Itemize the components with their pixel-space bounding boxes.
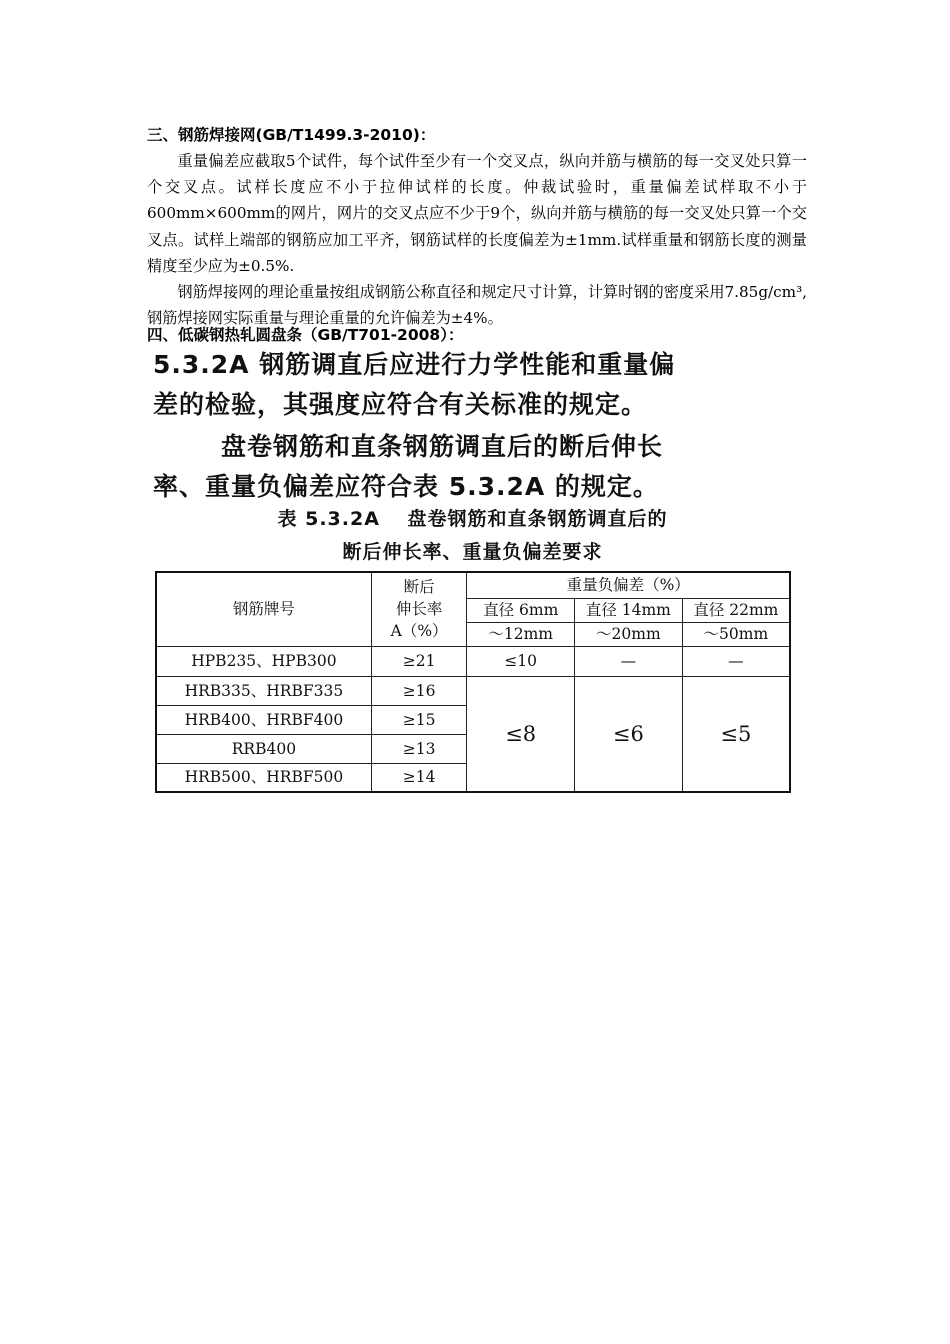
scan-line-2: 差的检验，其强度应符合有关标准的规定。 (153, 390, 648, 419)
table-caption-2: 断后伸长率、重量负偏差要求 (342, 541, 603, 563)
header-elongation-line-1: 断后 (403, 578, 435, 597)
header-diameter-3-b: ～50mm (682, 622, 790, 646)
row-deviation-1: ≤10 (467, 646, 575, 676)
row-elongation: ≥16 (371, 676, 467, 705)
row-elongation: ≥15 (371, 705, 467, 734)
row-grade: HRB500、HRBF500 (156, 763, 371, 792)
table-row (156, 676, 790, 705)
row-grade: HPB235、HPB300 (156, 646, 371, 676)
header-grade: 钢筋牌号 (156, 572, 371, 646)
merged-deviation-3: ≤5 (682, 676, 790, 792)
header-diameter-2-a: 直径 14mm (574, 598, 682, 622)
header-diameter-1-a: 直径 6mm (467, 598, 575, 622)
scanned-standard-excerpt (145, 346, 800, 801)
row-grade: HRB400、HRBF400 (156, 705, 371, 734)
scan-line-1: 5.3.2A 钢筋调直后应进行力学性能和重量偏 (153, 350, 676, 379)
section4-heading: 四、低碳钢热轧圆盘条（GB/T701-2008）： (147, 326, 464, 344)
merged-deviation-2: ≤6 (574, 676, 682, 792)
row-elongation: ≥14 (371, 763, 467, 792)
header-diameter-3-a: 直径 22mm (682, 598, 790, 622)
row-deviation-2: — (574, 646, 682, 676)
header-elongation-line-2: 伸长率 (395, 600, 443, 619)
row-elongation: ≥13 (371, 734, 467, 763)
scan-line-4: 率、重量负偏差应符合表 5.3.2A 的规定。 (153, 472, 659, 501)
header-diameter-1-b: ～12mm (467, 622, 575, 646)
header-elongation (371, 572, 467, 646)
header-diameter-2-b: ～20mm (574, 622, 682, 646)
section3-heading: 三、钢筋焊接网(GB/T1499.3-2010)： (147, 126, 436, 144)
section3-body (147, 148, 807, 331)
section3-paragraph-2: 钢筋焊接网的理论重量按组成钢筋公称直径和规定尺寸计算，计算时钢的密度采用7.85g/cm³,钢筋焊接网实际重量与理论重量的允许偏差为±4%。 (147, 283, 807, 328)
section3-paragraph-1: 重量偏差应截取5个试件，每个试件至少有一个交叉点，纵向并筋与横筋的每一交叉处只算一个交叉点。试样长度应不小于拉伸试样的长度。仲裁试验时，重量偏差试样取不小于600mm×600mm的网片，网片的交叉点应不少于9个，纵向并筋与横筋的每一交叉处只算一个交叉点。试样上端部的钢筋应加工平齐，钢筋试样的长度偏差为±1mm.试样重量和钢筋长度的测量精度至少应为±0.5%. (147, 152, 807, 275)
row-grade: RRB400 (156, 734, 371, 763)
merged-deviation-1: ≤8 (467, 676, 575, 792)
row-grade: HRB335、HRBF335 (156, 676, 371, 705)
table-row (156, 646, 790, 676)
header-elongation-line-3: A（%） (390, 622, 448, 641)
row-elongation: ≥21 (371, 646, 467, 676)
table-caption-1: 表 5.3.2A 盘卷钢筋和直条钢筋调直后的 (277, 508, 668, 530)
deviation-table (155, 571, 791, 793)
scan-line-3: 盘卷钢筋和直条钢筋调直后的断后伸长 (221, 432, 664, 461)
header-weight-deviation: 重量负偏差（%） (467, 572, 790, 598)
row-deviation-3: — (682, 646, 790, 676)
